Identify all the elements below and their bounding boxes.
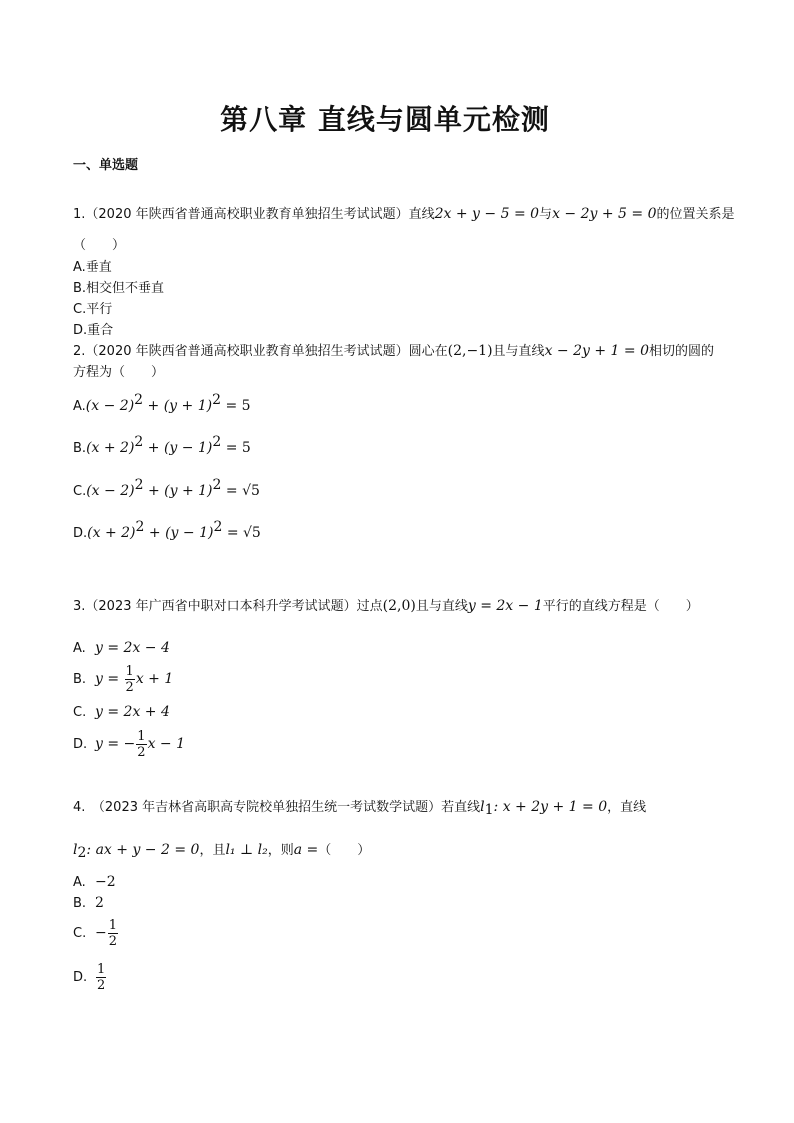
subscript: 1 (484, 802, 494, 818)
exponent: 2 (134, 392, 144, 408)
q3-option-b (73, 664, 173, 695)
q4-perp: l₁ ⊥ l₂ (225, 842, 268, 858)
q1-eq2: x − 2y + 5 = 0 (552, 206, 657, 222)
q1-prefix: 1.（2020 年陕西省普通高校职业教育单独招生考试试题）直线 (73, 207, 435, 222)
q4-option-a (73, 873, 116, 892)
exponent: 2 (212, 434, 222, 450)
option-label: C. (73, 705, 87, 720)
q2-mid: 且与直线 (492, 344, 545, 359)
q4-suffix: ，直线 (607, 800, 647, 815)
option-text: x + 1 (135, 671, 174, 687)
q4-stem (73, 798, 646, 817)
option-text: y = 2x − 4 (95, 640, 170, 656)
q3-mid: 且与直线 (415, 599, 468, 614)
denominator: 2 (137, 745, 146, 760)
option-label: B. (73, 672, 87, 687)
option-text: y = 2x + 4 (95, 704, 170, 720)
option-label: C. (73, 484, 87, 499)
option-term: (x + 2) (87, 525, 136, 541)
fraction (136, 729, 146, 760)
denominator: 2 (108, 934, 118, 949)
page-title: 第八章 直线与圆单元检测 (220, 103, 550, 136)
q4-ask: ，则 (267, 843, 294, 858)
q1-stem (73, 205, 735, 224)
fraction (96, 962, 106, 993)
q3-option-d (73, 729, 185, 760)
q2-option-d (73, 519, 261, 543)
q2-stem-line2: 方程为（ ） (73, 365, 165, 380)
q2-point: (2,−1) (447, 343, 493, 359)
option-rhs: = √5 (222, 525, 261, 541)
option-text: x − 1 (147, 736, 185, 752)
option-label: B. (73, 896, 87, 911)
exponent: 2 (213, 519, 223, 535)
q4-l1: l (480, 799, 485, 815)
option-text: − (95, 925, 107, 941)
option-label: D. (73, 970, 88, 985)
option-rhs: = 5 (221, 398, 251, 414)
q1-option-c: C.平行 (73, 302, 113, 317)
exponent: 2 (212, 392, 222, 408)
q4-prefix: 4. （2023 年吉林省高职高专院校单独招生统一考试数学试题）若直线 (73, 800, 481, 815)
q2-line: x − 2y + 1 = 0 (544, 343, 649, 359)
option-text: y = (95, 671, 124, 687)
fraction (125, 664, 135, 695)
option-text: 2 (95, 895, 104, 911)
q4-option-b (73, 894, 104, 913)
q4-cond: ，且 (199, 843, 226, 858)
numerator: 1 (137, 729, 146, 744)
q2-option-a (73, 392, 251, 416)
q2-prefix: 2.（2020 年陕西省普通高校职业教育单独招生考试试题）圆心在 (73, 344, 448, 359)
q3-line: y = 2x − 1 (467, 598, 543, 614)
option-rhs: = √5 (221, 483, 260, 499)
q3-suffix: 平行的直线方程是（ ） (542, 599, 699, 614)
q4-l1-eq: : x + 2y + 1 = 0 (493, 799, 608, 815)
option-term: (x + 2) (86, 440, 135, 456)
q4-blank: （ ） (318, 843, 371, 858)
option-term: + (y + 1) (143, 398, 213, 414)
q1-eq1: 2x + y − 5 = 0 (434, 206, 540, 222)
section-heading: 一、单选题 (73, 158, 139, 173)
q3-point: (2,0) (382, 598, 416, 614)
option-label: D. (73, 737, 88, 752)
subscript: 2 (77, 845, 87, 861)
exponent: 2 (134, 477, 144, 493)
q1-option-d: D.重合 (73, 323, 114, 338)
exponent: 2 (212, 477, 222, 493)
denominator: 2 (97, 978, 106, 993)
option-term: + (y + 1) (143, 483, 213, 499)
q3-option-c (73, 703, 170, 722)
q3-stem (73, 597, 699, 616)
option-rhs: = 5 (221, 440, 251, 456)
q1-option-b: B.相交但不垂直 (73, 281, 165, 296)
q2-stem (73, 342, 714, 361)
denominator: 2 (125, 680, 134, 695)
q4-a: a = (293, 842, 319, 858)
q3-prefix: 3.（2023 年广西省中职对口本科升学考试试题）过点 (73, 599, 383, 614)
q2-option-b (73, 434, 251, 458)
exponent: 2 (134, 434, 144, 450)
q4-option-c (73, 918, 119, 949)
q1-mid: 与 (539, 207, 553, 222)
q3-option-a (73, 639, 170, 658)
option-term: + (y − 1) (143, 440, 213, 456)
option-term: (x − 2) (85, 398, 135, 414)
option-text: −2 (95, 874, 116, 890)
q2-option-c (73, 477, 260, 501)
q1-suffix: 的位置关系是 (656, 207, 735, 222)
option-label: A. (73, 399, 86, 414)
option-term: (x − 2) (86, 483, 135, 499)
option-label: C. (73, 926, 87, 941)
q1-blank: （ ） (73, 238, 126, 253)
option-label: D. (73, 526, 88, 541)
numerator: 1 (108, 918, 118, 933)
exponent: 2 (135, 519, 145, 535)
option-text: y = − (95, 736, 136, 752)
q4-option-d (73, 962, 107, 993)
q4-stem-line2 (73, 841, 370, 860)
option-label: B. (73, 441, 87, 456)
fraction (108, 918, 118, 949)
q2-suffix: 相切的圆的 (648, 344, 714, 359)
option-label: A. (73, 875, 86, 890)
option-term: + (y − 1) (144, 525, 214, 541)
numerator: 1 (97, 962, 106, 977)
q1-option-a: A.垂直 (73, 260, 112, 275)
q4-l2-eq: : ax + y − 2 = 0 (86, 842, 200, 858)
q4-l2: l (73, 842, 78, 858)
option-label: A. (73, 641, 86, 656)
numerator: 1 (125, 664, 134, 679)
